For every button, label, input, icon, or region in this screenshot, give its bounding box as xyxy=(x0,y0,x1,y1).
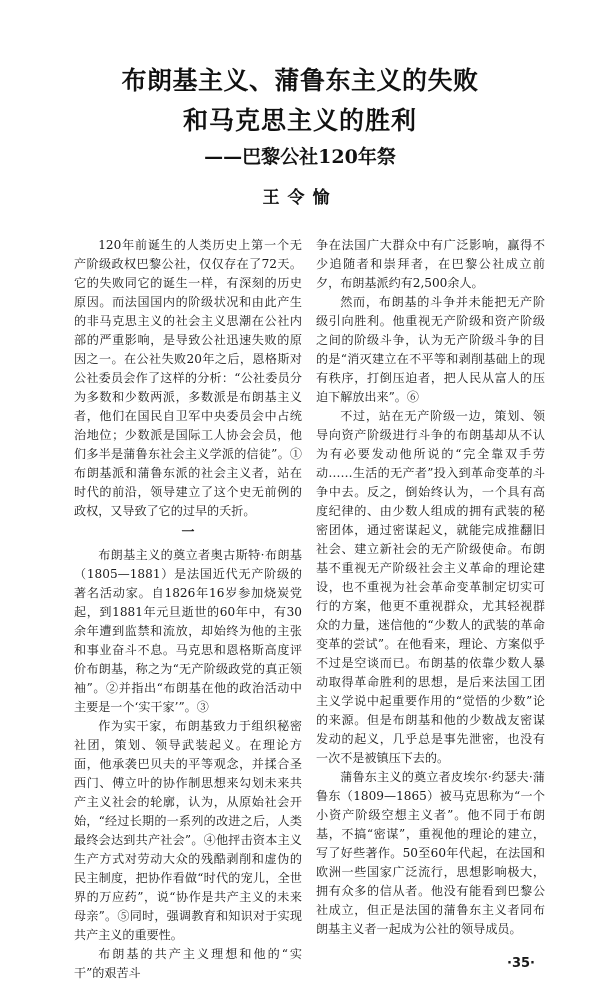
article-title-line-1: 布朗基主义、蒲鲁东主义的失败 xyxy=(121,66,479,95)
page-number: ·35· xyxy=(507,956,535,971)
paragraph: 布朗基的共产主义理想和他的“实干”的艰苦斗 xyxy=(74,947,302,980)
author-name: 王令愉 xyxy=(262,188,338,208)
right-text-column xyxy=(316,236,545,973)
paragraph: 120年前诞生的人类历史上第一个无产阶级政权巴黎公社，仅仅存在了72天。它的失败同它的诞生一样，有深刻的历史原因。而法国国内的阶级状况和由此产生的非马克思主义的社会主义思潮在公社内部的严重影响，是导致公社迅速失败的原因之一。在公社失败20年之后，恩格斯对公社委员会作了这样的分析：“公社委员分为多数和少数两派，多数派是布朗基主义者，他们在国民自卫军中央委员会中占统治地位；少数派是国际工人协会会员，他们多半是蒲鲁东社会主义学派的信徒”。①布朗基派和蒲鲁东派的社会主义者，站在时代的前沿，领导建立了这个史无前例的政权，又导致了它的过早的夭折。 xyxy=(74,238,302,518)
paragraph-continuation: 争在法国广大群众中有广泛影响，赢得不少追随者和崇拜者，在巴黎公社成立前夕，布朗基派约有2,500余人。 xyxy=(316,238,545,290)
left-text-column xyxy=(74,236,302,983)
article-subtitle: ——巴黎公社120年祭 xyxy=(204,146,396,168)
section-heading: 一 xyxy=(181,525,195,540)
paragraph: 蒲鲁东主义的奠立者皮埃尔·约瑟夫·蒲鲁东（1809—1865）被马克思称为“一个小资产阶级空想主义者”。他不同于布朗基，不搞“密谋”，重视他的理论的建立，写了好些著作。50至60年代起，在法国和欧洲一些国家广泛流行，思想影响极大，拥有众多的信从者。他没有能看到巴黎公社成立，但正是法国的蒲鲁东主义者同布朗基主义者一起成为公社的领导成员。 xyxy=(316,770,545,936)
paragraph: 布朗基主义的奠立者奥古斯特·布朗基（1805—1881）是法国近代无产阶级的著名活动家。自1826年16岁参加烧炭党起，到1881年元旦逝世的60年中，有30余年遭到监禁和流放，却始终为他的主张和事业奋斗不息。马克思和恩格斯高度评价布朗基，称之为“无产阶级政党的真正领袖”。②并指出“布朗基在他的政治活动中主要是一个‘实干家’”。③ xyxy=(74,548,302,714)
article-title-line-2: 和马克思主义的胜利 xyxy=(182,106,417,135)
paragraph: 作为实干家，布朗基致力于组织秘密社团，策划、领导武装起义。在理论方面，他承袭巴贝夫的平等观念，并揉合圣西门、傅立叶的协作制思想来勾划未来共产主义社会的轮廓，认为，从原始社会开始，“经过长期的一系列的改进之后，人类最终会达到共产社会”。④他抨击资本主义生产方式对劳动大众的残酷剥削和虚伪的民主制度，把协作看做“时代的宠儿，全世界的万应药”，说“协作是共产主义的未来母亲”。⑤同时，强调教育和知识对于实现共产主义的重要性。 xyxy=(74,719,302,942)
paragraph: 不过，站在无产阶级一边，策划、领导向资产阶级进行斗争的布朗基却从不认为有必要发动他所说的“完全靠双手劳动……生活的无产者”投入到革命变革的斗争中去。反之，倒始终认为，一个具有高度纪律的、由少数人组成的拥有武装的秘密团体，通过密谋起义，就能完成推翻旧社会、建立新社会的无产阶级使命。布朗基不重视无产阶级社会主义革命的理论建设，也不重视为社会革命变革制定切实可行的方案，他更不重视群众，尤其轻视群众的力量，迷信他的“少数人的武装的革命变革的尝试”。在他看来，理论、方案似乎不过是空谈而已。布朗基的依靠少数人暴动取得革命胜利的思想，是后来法国工团主义学说中起重要作用的“觉悟的少数”论的来源。但是布朗基和他的少数战友密谋发动的起义，几乎总是事先泄密，也没有一次不是被镇压下去的。 xyxy=(316,409,545,765)
paragraph: 然而，布朗基的斗争并未能把无产阶级引向胜利。他重视无产阶级和资产阶级之间的阶级斗争，认为无产阶级斗争的目的是“消灭建立在不平等和剥削基础上的现有秩序，打倒压迫者，把人民从富人的压迫下解放出来”。⑥ xyxy=(316,295,545,404)
